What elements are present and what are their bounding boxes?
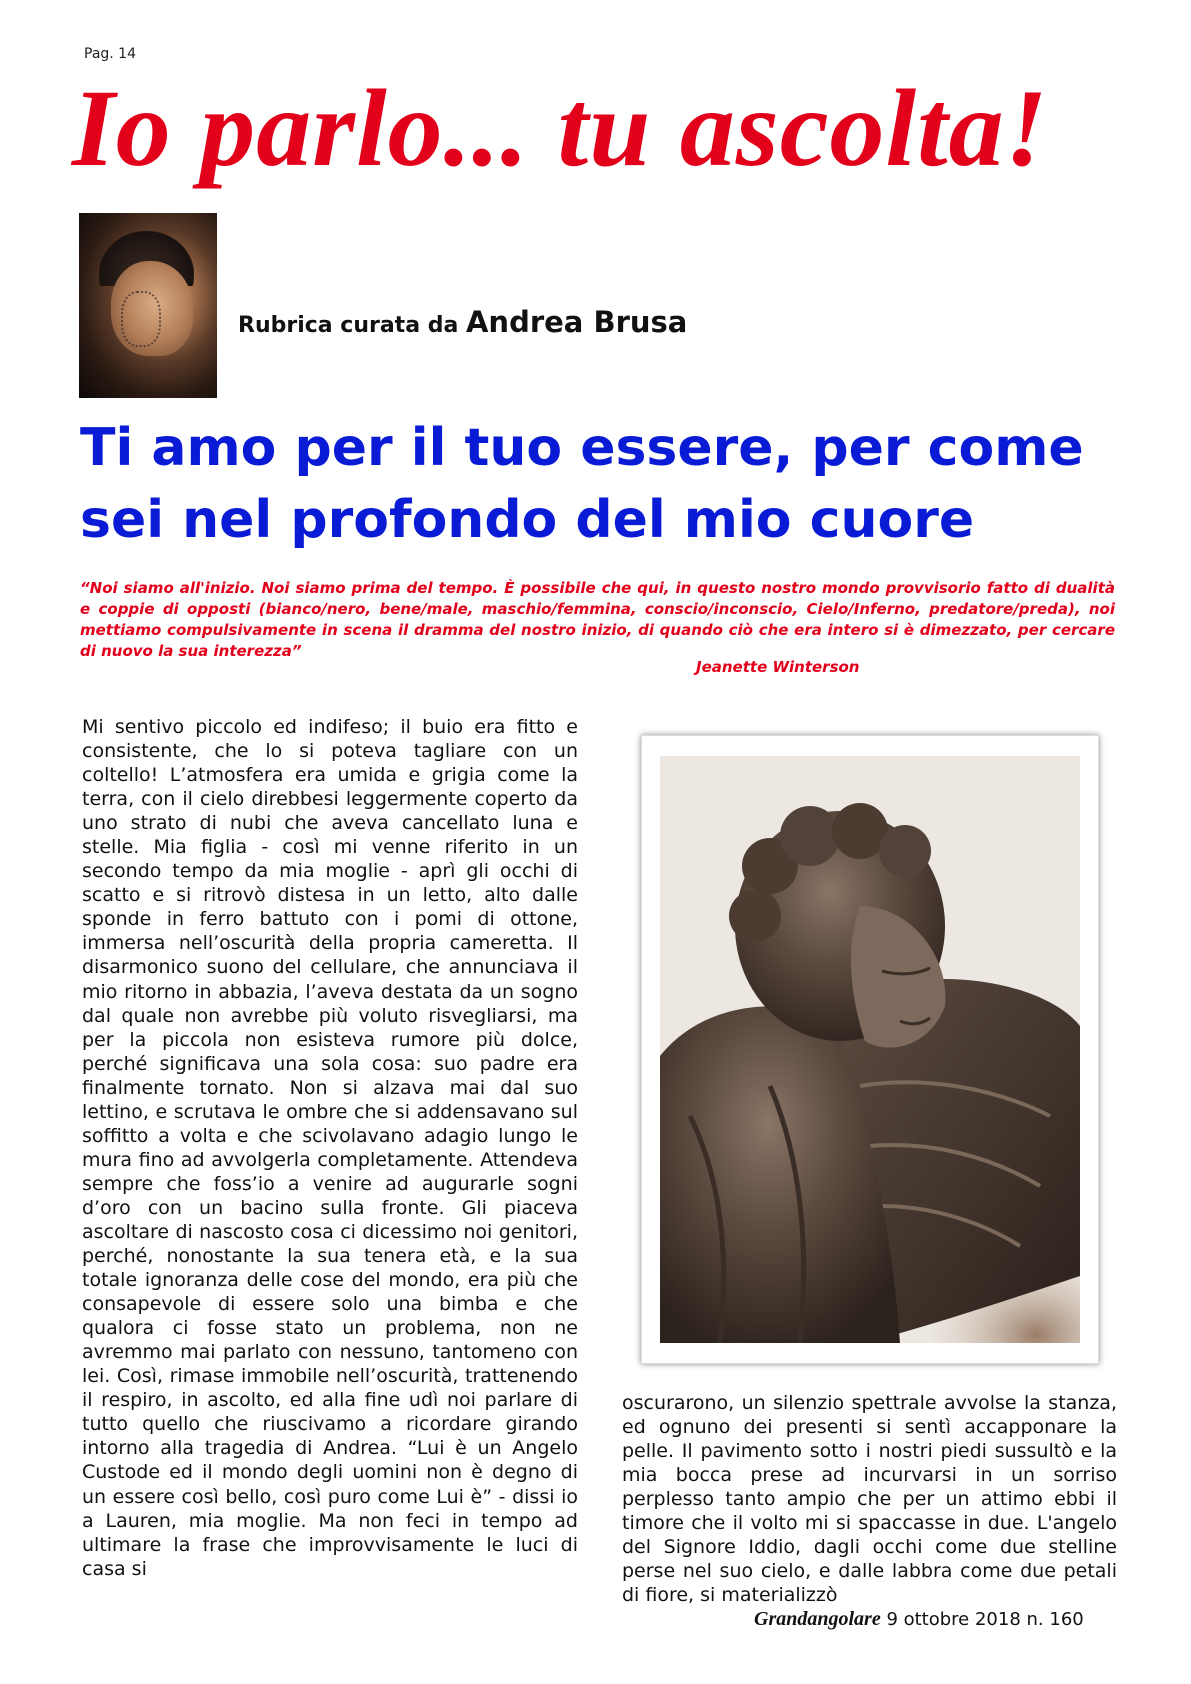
page-number: Pag. 14 xyxy=(84,46,136,62)
epigraph-quote: “Noi siamo all'inizio. Noi siamo prima del tempo. È possibile che qui, in questo nostro mondo provvisorio fatto di dualità e coppie di opposti (bianco/nero, bene/male, maschio/femmina, conscio/inconscio, Cielo/Inferno, predatore/preda), noi mettiamo compulsivamente in scena il dramma del nostro inizio, di quando ciò che era intero si è dimezzato, per cercare di nuovo la sua interezza” xyxy=(80,579,1115,660)
angel-photo-frame xyxy=(641,735,1099,1364)
page-footer xyxy=(754,1608,1084,1631)
byline-author: Andrea Brusa xyxy=(465,305,688,339)
epigraph-author: Jeanette Winterson xyxy=(696,658,860,676)
byline-prefix: Rubrica curata da xyxy=(238,313,459,338)
angel-statue-illustration xyxy=(660,756,1080,1343)
footer-issue: 9 ottobre 2018 n. 160 xyxy=(886,1609,1084,1630)
portrait-face-paint xyxy=(121,291,161,347)
angel-statue-photo xyxy=(660,756,1080,1343)
author-portrait xyxy=(79,213,217,398)
footer-magazine-name: Grandangolare xyxy=(754,1608,881,1630)
column-masthead: Io parlo... tu ascolta! xyxy=(72,67,1049,189)
article-column-1: Mi sentivo piccolo ed indifeso; il buio era fitto e consistente, che lo si poteva tagliare con un coltello! L’atmosfera era umida e grigia come la terra, con il cielo direbbesi leggermente coperto da uno strato di nubi che aveva cancellato luna e stelle. Mia figlia - così mi venne riferito in un secondo tempo da mia moglie - aprì gli occhi di scatto e si ritrovò distesa in un letto, alto dalle sponde in ferro battuto con i pomi di ottone, immersa nell’oscurità della propria cameretta. Il disarmonico suono del cellulare, che annunciava il mio ritorno in abbazia, l’aveva destata da un sogno dal quale non avrebbe più voluto risvegliarsi, ma per la piccola non esisteva rumore più dolce, perché significava una sola cosa: suo padre era finalmente tornato. Non si alzava mai dal suo lettino, e scrutava le ombre che si addensavano sul soffitto a volta e che scivolavano adagio lungo le mura fino ad avvolgerla completamente. Attendeva sempre che foss’io a venire ad augurarle sogni d’oro con un bacino sulla fronte. Gli piaceva ascoltare di nascosto cosa ci dicessimo noi genitori, perché, nonostante la sua tenera età, e la sua totale ignoranza delle cose del mondo, era più che consapevole di essere solo una bimba e che qualora ci fosse stato un problema, non ne avremmo mai parlato con nessuno, tantomeno con lei. Così, rimase immobile nell’oscurità, trattenendo il respiro, in ascolto, ed alla fine udì noi parlare di tutto quello che riuscivamo a ricordare girando intorno alla tragedia di Andrea. “Lui è un Angelo Custode ed il mondo degli uomini non è degno di un essere così bello, così puro come Lui è” - dissi io a Lauren, mia moglie. Ma non feci in tempo ad ultimare la frase che improvvisamente le luci di casa si xyxy=(82,716,578,1580)
article-headline: Ti amo per il tuo essere, per come sei nel profondo del mio cuore xyxy=(80,418,1084,550)
column-byline xyxy=(238,305,687,339)
article-column-2: oscurarono, un silenzio spettrale avvolse la stanza, ed ognuno dei presenti si sentì accapponare la pelle. Il pavimento sotto i nostri piedi sussultò e la mia bocca prese ad incurvarsi in un sorriso perplesso tanto ampio che per un attimo ebbi il timore che il volto mi si spaccasse in due. L'angelo del Signore Iddio, dagli occhi come due stelline perse nel suo cielo, e dalle labbra come due petali di fiore, si materializzò xyxy=(622,1392,1117,1607)
